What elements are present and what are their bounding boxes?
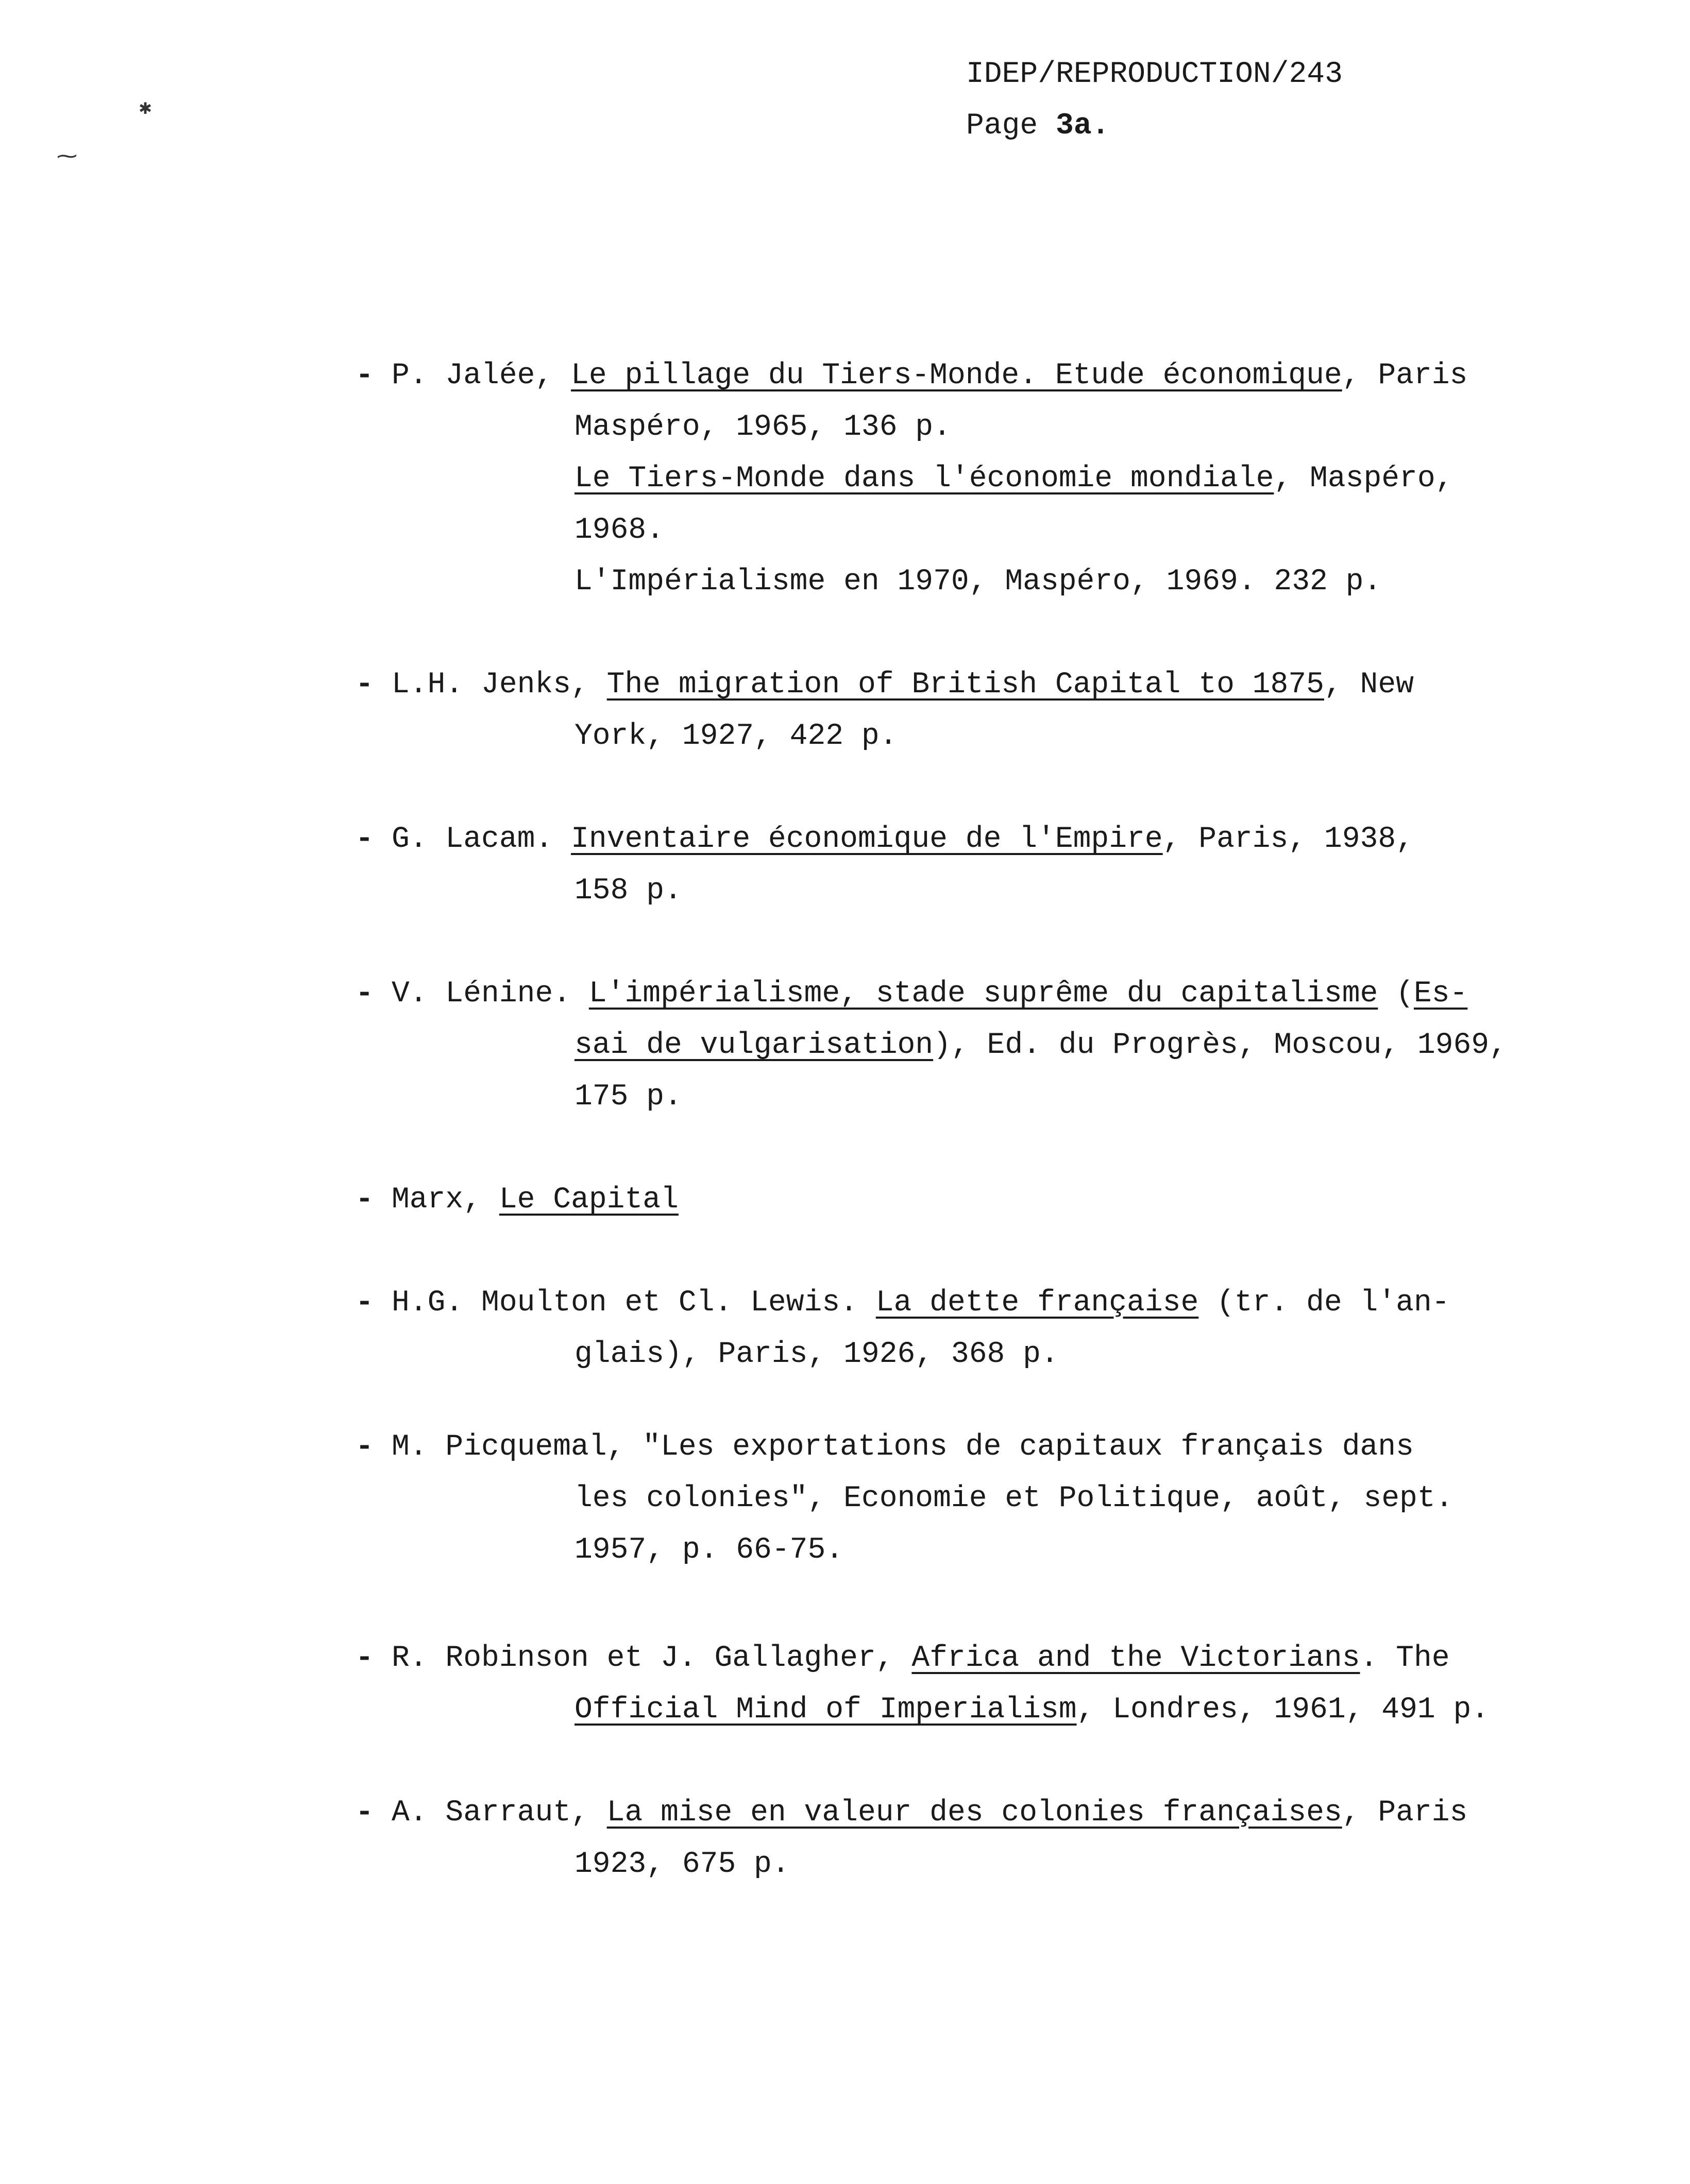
underlined-title: La mise en valeur des colonies françaises [606,1796,1342,1830]
list-dash-marker: - [356,1430,374,1464]
entry-continuation-line [574,1684,1541,1736]
bibliography-entry [356,1633,1541,1736]
entry-text: York, 1927, 422 p. [574,720,898,753]
bibliography-entry [356,659,1541,762]
underlined-title: Africa and the Victorians [911,1642,1360,1675]
entry-continuation-line [574,402,1541,453]
underlined-title: Le Tiers-Monde dans l'économie mondiale [574,462,1274,496]
underlined-title: L'impérialisme, stade suprême du capitalisme [588,977,1378,1011]
entry-text: 1968. [574,514,665,547]
entry-first-line [356,1787,1541,1839]
underlined-title: sai de vulgarisation [574,1029,934,1062]
underlined-title: Es- [1413,977,1468,1011]
entry-text: ( [1378,977,1414,1011]
entry-text: L'Impérialisme en 1970, Maspéro, 1969. 232 p. [574,565,1382,599]
entry-continuation-line [574,1020,1541,1071]
underlined-title: La dette française [875,1286,1199,1320]
entry-text: (tr. de l'an- [1198,1286,1450,1320]
entry-continuation-line [574,1839,1541,1890]
page-label: Page [966,109,1038,143]
entry-continuation-line [574,865,1541,917]
underlined-title: Le Capital [499,1183,679,1217]
entry-first-line [356,659,1541,711]
entry-first-line [356,1174,1541,1226]
entry-text: P. Jalée, [392,359,571,393]
entry-text: G. Lacam. [392,823,571,856]
entry-text: H.G. Moulton et Cl. Lewis. [392,1286,876,1320]
entry-text: Maspéro, 1965, 136 p. [574,411,951,444]
list-dash-marker: - [356,1183,374,1217]
bibliography-entry [356,1422,1541,1576]
entry-text: L.H. Jenks, [392,668,607,702]
bibliography-entry [356,1787,1541,1890]
underlined-title: The migration of British Capital to 1875 [606,668,1324,702]
entry-text: les colonies", Economie et Politique, août, sept. [574,1482,1454,1515]
entry-first-line [356,968,1541,1020]
entry-first-line [356,1633,1541,1684]
scan-speck-mark: ⁓ [57,146,77,169]
entry-text: 1923, 675 p. [574,1848,790,1881]
underlined-title: Official Mind of Imperialism [574,1693,1077,1727]
entry-text: , Paris [1342,359,1468,393]
list-dash-marker: - [356,668,374,702]
bibliography-entry [356,350,1541,608]
entry-text: , Paris [1342,1796,1468,1830]
bibliography-entry [356,814,1541,917]
list-dash-marker: - [356,359,374,393]
entry-text: ), Ed. du Progrès, Moscou, 1969, [933,1029,1507,1062]
entry-text: M. Picquemal, "Les exportations de capitaux français dans [392,1430,1414,1464]
entry-continuation-line [574,453,1541,505]
entry-text: glais), Paris, 1926, 368 p. [574,1338,1059,1371]
entry-text: R. Robinson et J. Gallagher, [392,1642,912,1675]
entry-text: , Maspéro, [1274,462,1454,496]
entry-text: Marx, [392,1183,499,1217]
underlined-title: Le pillage du Tiers-Monde. Etude économique [571,359,1342,393]
entry-continuation-line [574,1525,1541,1576]
page-number: 3a. [1056,109,1110,143]
list-dash-marker: - [356,1286,374,1320]
bibliography-entry [356,1277,1541,1380]
list-dash-marker: - [356,1796,374,1830]
entry-text: V. Lénine. [392,977,589,1011]
document-header [966,49,1343,152]
list-dash-marker: - [356,1642,374,1675]
bibliography-entry [356,968,1541,1123]
page-indicator [966,100,1343,152]
entry-first-line [356,814,1541,865]
entry-continuation-line [574,556,1541,608]
entry-continuation-line [574,1329,1541,1380]
entry-continuation-line [574,1473,1541,1525]
list-dash-marker: - [356,977,374,1011]
list-dash-marker: - [356,823,374,856]
bibliography-list [356,350,1541,1890]
entry-text: , Londres, 1961, 491 p. [1076,1693,1490,1727]
entry-text: A. Sarraut, [392,1796,607,1830]
scan-speck-mark: ✱ [139,97,152,121]
entry-text: 1957, p. 66-75. [574,1533,844,1567]
entry-text: , Paris, 1938, [1162,823,1414,856]
entry-text: . The [1360,1642,1450,1675]
entry-first-line [356,1422,1541,1473]
entry-text: , New [1324,668,1414,702]
reference-code: IDEP/REPRODUCTION/243 [966,58,1343,91]
underlined-title: Inventaire économique de l'Empire [571,823,1163,856]
entry-first-line [356,1277,1541,1329]
entry-first-line [356,350,1541,402]
entry-continuation-line [574,711,1541,762]
entry-text: 158 p. [574,874,682,908]
entry-continuation-line [574,1071,1541,1123]
entry-text: 175 p. [574,1080,682,1114]
entry-continuation-line [574,505,1541,556]
bibliography-entry [356,1174,1541,1226]
